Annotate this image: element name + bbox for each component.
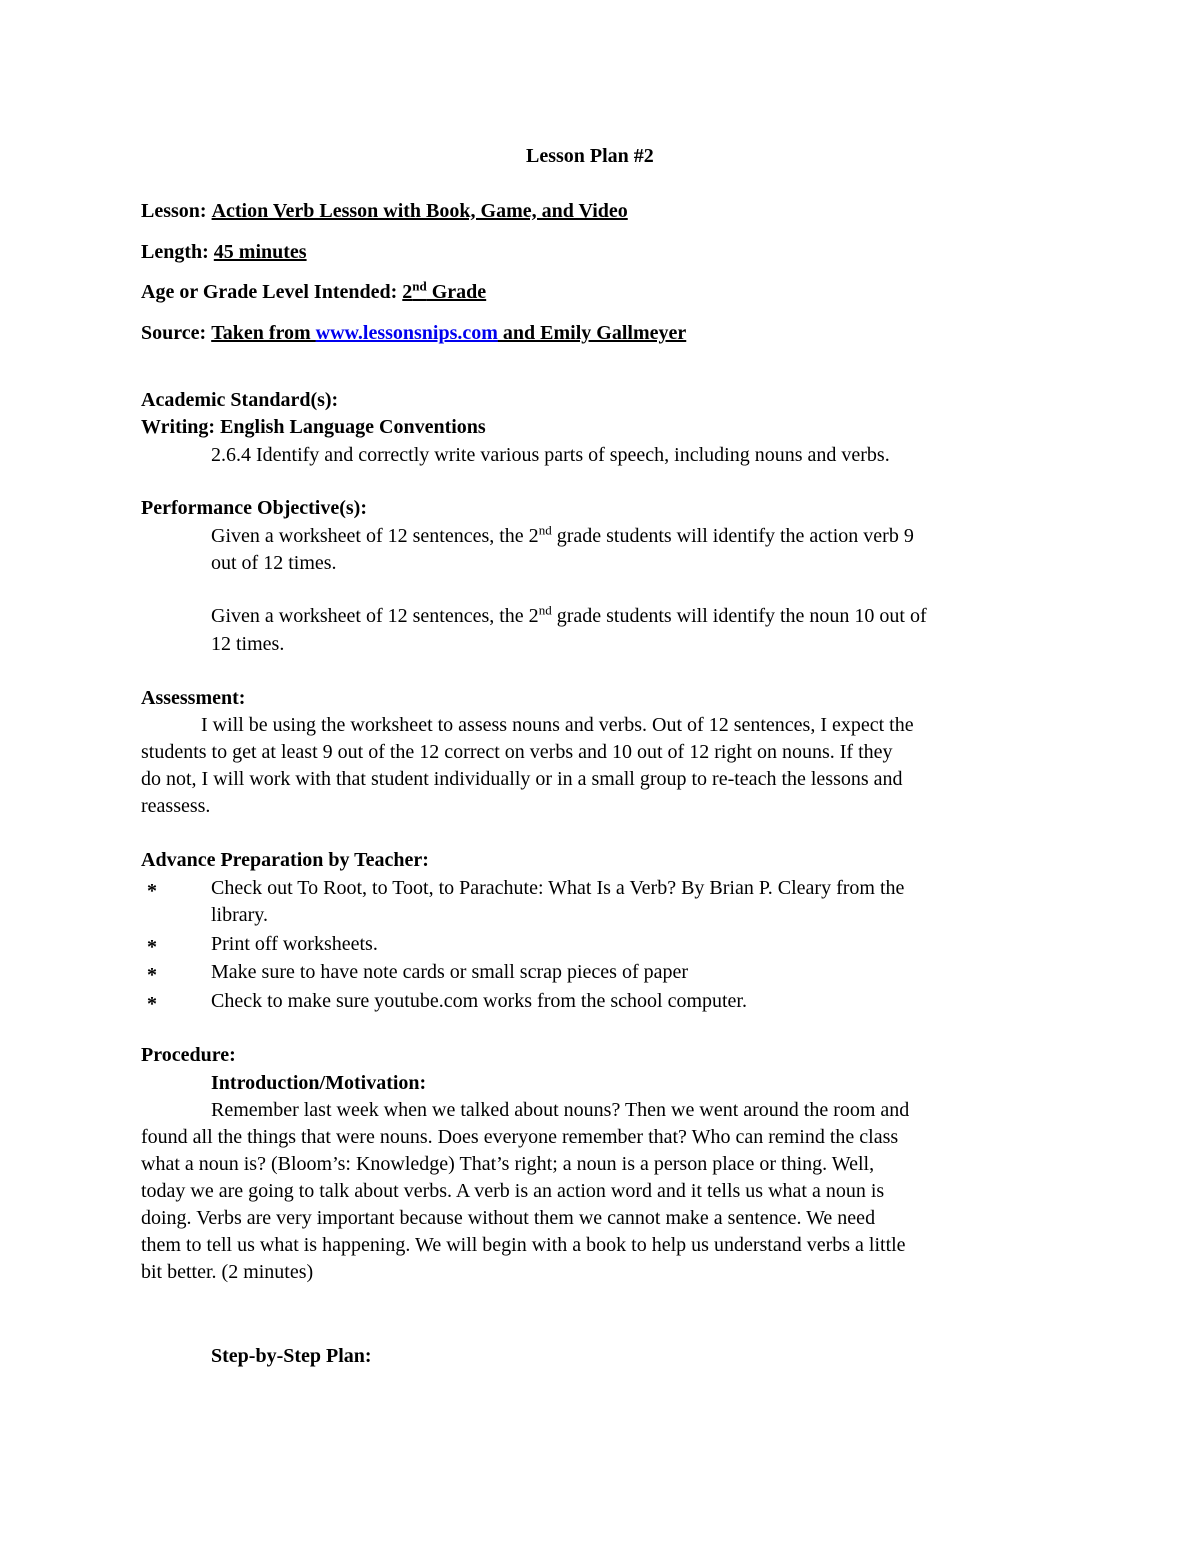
intro-heading: Introduction/Motivation: <box>211 1072 427 1094</box>
prep-item-2: Print off worksheets. <box>211 933 378 955</box>
step-heading: Step-by-Step Plan: <box>211 1345 372 1367</box>
page-title: Lesson Plan #2 <box>526 145 654 167</box>
standards-heading: Academic Standard(s): <box>141 389 339 411</box>
intro-line-3: what a noun is? (Bloom’s: Knowledge) That’s right; a noun is a person place or thing. Well, <box>141 1153 875 1175</box>
assessment-line-3: do not, I will work with that student individually or in a small group to re-teach the lessons and <box>141 768 903 790</box>
assessment-heading: Assessment: <box>141 687 246 709</box>
intro-line-6: them to tell us what is happening. We will begin with a book to help us understand verbs a little <box>141 1234 906 1256</box>
prep-item-1-line-2: library. <box>211 904 269 926</box>
length-value: 45 minutes <box>213 241 307 263</box>
length-label: Length: <box>141 241 209 263</box>
grade-line <box>141 280 486 304</box>
prep-item-1-line-1: Check out To Root, to Toot, to Parachute: What Is a Verb? By Brian P. Cleary from the <box>211 877 905 899</box>
standards-item: 2.6.4 Identify and correctly write various parts of speech, including nouns and verbs. <box>211 444 890 466</box>
intro-line-1: Remember last week when we talked about nouns? Then we went around the room and <box>211 1099 910 1121</box>
objectives-heading: Performance Objective(s): <box>141 497 367 519</box>
objective-2-line-2: 12 times. <box>211 633 285 655</box>
lesson-label: Lesson: <box>141 200 207 222</box>
bullet-icon: * <box>147 964 157 986</box>
source-value: Taken from www.lessonsnips.com and Emily Gallmeyer <box>211 322 687 344</box>
bullet-icon: * <box>147 936 157 958</box>
source-link[interactable]: www.lessonsnips.com <box>315 322 498 344</box>
preparation-heading: Advance Preparation by Teacher: <box>141 849 429 871</box>
bullet-icon: * <box>147 993 157 1015</box>
objective-1-line-2: out of 12 times. <box>211 552 337 574</box>
prep-item-3: Make sure to have note cards or small scrap pieces of paper <box>211 961 689 983</box>
intro-line-5: doing. Verbs are very important because without them we cannot make a sentence. We need <box>141 1207 876 1229</box>
assessment-line-4: reassess. <box>141 795 211 817</box>
objective-1-line-1: Given a worksheet of 12 sentences, the 2nd grade students will identify the action verb 9 <box>211 522 914 547</box>
prep-item-4: Check to make sure youtube.com works from the school computer. <box>211 990 747 1012</box>
standards-subheading: Writing: English Language Conventions <box>141 416 486 438</box>
source-label: Source: <box>141 322 207 344</box>
length-line <box>141 240 307 264</box>
assessment-line-1: I will be using the worksheet to assess nouns and verbs. Out of 12 sentences, I expect the <box>201 714 914 736</box>
lesson-value: Action Verb Lesson with Book, Game, and Video <box>211 200 628 222</box>
source-line <box>141 321 686 345</box>
intro-line-4: today we are going to talk about verbs. A verb is an action word and it tells us what a noun is <box>141 1180 885 1202</box>
lesson-line <box>141 199 628 223</box>
assessment-line-2: students to get at least 9 out of the 12 correct on verbs and 10 out of 12 right on nouns. If they <box>141 741 893 763</box>
objective-2-line-1: Given a worksheet of 12 sentences, the 2nd grade students will identify the noun 10 out of <box>211 602 927 627</box>
procedure-heading: Procedure: <box>141 1044 236 1066</box>
grade-value: 2nd Grade <box>402 278 487 303</box>
bullet-icon: * <box>147 880 157 902</box>
intro-line-7: bit better. (2 minutes) <box>141 1261 314 1283</box>
intro-line-2: found all the things that were nouns. Does everyone remember that? Who can remind the class <box>141 1126 899 1148</box>
grade-label: Age or Grade Level Intended: <box>141 281 398 303</box>
